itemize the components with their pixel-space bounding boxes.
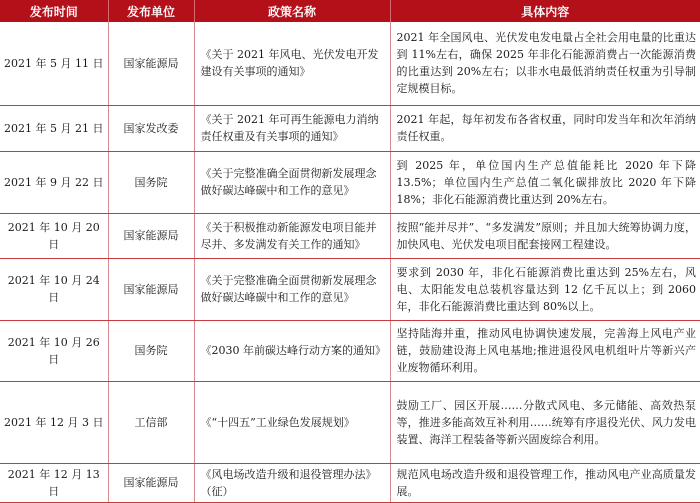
cell-content: 规范风电场改造升级和退役管理工作，推动风电产业高质量发展。 (390, 463, 700, 502)
cell-content: 2021 年起，每年初发布各省权重，同时印发当年和次年消纳责任权重。 (390, 105, 700, 151)
cell-policy-name: 《关于完整准确全面贯彻新发展理念做好碳达峰碳中和工作的意见》 (194, 151, 390, 213)
table-row (0, 151, 700, 213)
cell-unit: 国家能源局 (108, 22, 194, 105)
table-row (0, 105, 700, 151)
cell-unit: 国务院 (108, 151, 194, 213)
cell-content: 按照“能并尽并”、“多发满发”原则；并且加大统筹协调力度，加快风电、光伏发电项目配套接网工程建设。 (390, 213, 700, 258)
header-row (0, 0, 700, 22)
cell-unit: 国务院 (108, 320, 194, 381)
cell-policy-name: 《关于完整准确全面贯彻新发展理念做好碳达峰碳中和工作的意见》 (194, 258, 390, 320)
header-unit: 发布单位 (108, 0, 194, 22)
header-content: 具体内容 (390, 0, 700, 22)
table-row (0, 463, 700, 502)
cell-unit: 国家能源局 (108, 463, 194, 502)
cell-content: 坚持陆海并重，推动风电协调快速发展，完善海上风电产业链，鼓励建设海上风电基地;推进退役风电机组叶片等新兴产业废物循环利用。 (390, 320, 700, 381)
cell-content: 2021 年全国风电、光伏发电发电量占全社会用电量的比重达到 11%左右，确保 2025 年非化石能源消费占一次能源消费的比重达到 20%左右；以非水电最低消纳责任权重为引导制定规模目标。 (390, 22, 700, 105)
table-row (0, 258, 700, 320)
table-row (0, 213, 700, 258)
cell-unit: 国家发改委 (108, 105, 194, 151)
table-row (0, 22, 700, 105)
cell-content: 要求到 2030 年，非化石能源消费比重达到 25%左右，风电、太阳能发电总装机容量达到 12 亿千瓦以上；到 2060 年，非化石能源消费比重达到 80%以上。 (390, 258, 700, 320)
cell-date: 2021 年 10 月 26 日 (0, 320, 108, 381)
cell-date: 2021 年 12 月 13 日 (0, 463, 108, 502)
cell-date: 2021 年 12 月 3 日 (0, 381, 108, 463)
table-row (0, 320, 700, 381)
cell-unit: 国家能源局 (108, 258, 194, 320)
header-date: 发布时间 (0, 0, 108, 22)
table-row (0, 381, 700, 463)
cell-content: 鼓励工厂、园区开展……分散式风电、多元储能、高效热泵等，推进多能高效互补利用……统筹有序退役光伏、风力发电装置、海洋工程装备等新兴固废综合利用。 (390, 381, 700, 463)
cell-date: 2021 年 5 月 11 日 (0, 22, 108, 105)
cell-date: 2021 年 10 月 20 日 (0, 213, 108, 258)
cell-policy-name: 《“十四五”工业绿色发展规划》 (194, 381, 390, 463)
cell-content: 到 2025 年，单位国内生产总值能耗比 2020 年下降 13.5%；单位国内生产总值二氧化碳排放比 2020 年下降 18%；非化石能源消费比重达到 20%左右。 (390, 151, 700, 213)
cell-policy-name: 《风电场改造升级和退役管理办法》（征） (194, 463, 390, 502)
cell-unit: 工信部 (108, 381, 194, 463)
cell-date: 2021 年 9 月 22 日 (0, 151, 108, 213)
cell-unit: 国家能源局 (108, 213, 194, 258)
cell-policy-name: 《关于积极推动新能源发电项目能并尽并、多发满发有关工作的通知》 (194, 213, 390, 258)
cell-policy-name: 《关于 2021 年风电、光伏发电开发建设有关事项的通知》 (194, 22, 390, 105)
cell-policy-name: 《2030 年前碳达峰行动方案的通知》 (194, 320, 390, 381)
cell-date: 2021 年 5 月 21 日 (0, 105, 108, 151)
header-policy-name: 政策名称 (194, 0, 390, 22)
cell-policy-name: 《关于 2021 年可再生能源电力消纳责任权重及有关事项的通知》 (194, 105, 390, 151)
cell-date: 2021 年 10 月 24 日 (0, 258, 108, 320)
